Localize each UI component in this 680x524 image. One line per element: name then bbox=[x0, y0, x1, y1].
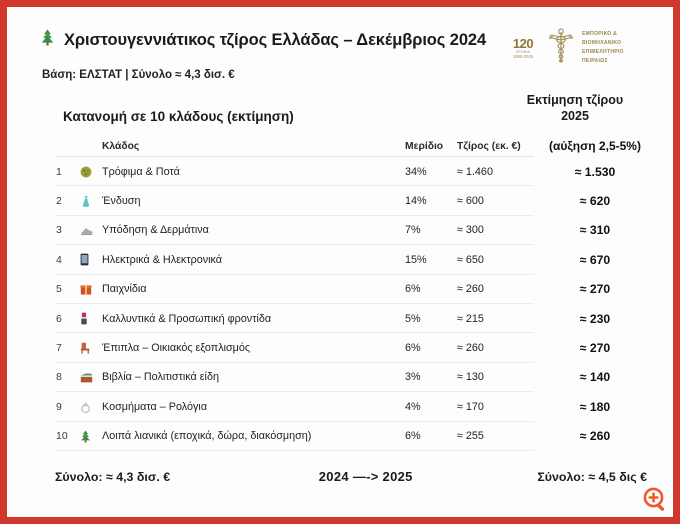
table-row[interactable] bbox=[55, 333, 655, 362]
christmas-tree-icon bbox=[40, 29, 55, 51]
chamber-name bbox=[582, 30, 661, 66]
row-sector: Καλλυντικά & Προσωπική φροντίδα bbox=[102, 312, 272, 325]
chamber-name-line-1: ΕΜΠΟΡΙΚΟ & bbox=[582, 31, 618, 38]
row-sector: Βιβλία – Πολιτιστικά είδη bbox=[102, 371, 219, 384]
header-estimate: (αύξηση 2,5-5%) bbox=[549, 139, 641, 153]
row-estimate: ≈ 270 bbox=[579, 282, 611, 297]
row-estimate: ≈ 230 bbox=[579, 311, 611, 326]
table-row[interactable] bbox=[55, 245, 655, 274]
header-sector: Κλάδος bbox=[102, 140, 140, 152]
anniversary-years: 1905-2025 bbox=[512, 53, 534, 59]
books-icon bbox=[80, 372, 100, 383]
row-turnover: ≈ 260 bbox=[457, 283, 484, 296]
row-turnover: ≈ 600 bbox=[457, 195, 484, 208]
sectors-table bbox=[55, 135, 655, 451]
shoe-icon bbox=[80, 225, 100, 236]
page-title bbox=[40, 29, 486, 51]
table-row[interactable] bbox=[55, 422, 655, 451]
row-estimate: ≈ 270 bbox=[579, 341, 611, 356]
row-share: 6% bbox=[405, 342, 421, 355]
row-turnover: ≈ 1.460 bbox=[457, 165, 493, 178]
cookie-icon bbox=[80, 166, 100, 178]
dress-icon bbox=[80, 195, 100, 208]
row-rank: 9 bbox=[56, 400, 62, 413]
total-2024: Σύνολο: ≈ 4,3 δισ. € bbox=[55, 470, 171, 484]
table-header-row bbox=[55, 135, 655, 157]
row-rank: 5 bbox=[56, 283, 62, 296]
row-rank: 3 bbox=[56, 224, 62, 237]
row-estimate: ≈ 1.530 bbox=[574, 164, 616, 179]
row-turnover: ≈ 650 bbox=[457, 253, 484, 266]
chamber-logo bbox=[506, 23, 661, 73]
row-estimate: ≈ 310 bbox=[579, 223, 611, 238]
row-rank: 6 bbox=[56, 312, 62, 325]
row-turnover: ≈ 255 bbox=[457, 430, 484, 443]
table-row[interactable] bbox=[55, 304, 655, 333]
mobile-icon bbox=[80, 253, 100, 266]
table-row[interactable] bbox=[55, 216, 655, 245]
row-sector: Λοιπά λιανικά (εποχικά, δώρα, διακόσμηση) bbox=[102, 430, 312, 443]
row-turnover: ≈ 300 bbox=[457, 224, 484, 237]
anniversary-number: 120 bbox=[512, 36, 534, 52]
row-share: 34% bbox=[405, 165, 427, 178]
table-row[interactable] bbox=[55, 363, 655, 392]
row-rank: 2 bbox=[56, 195, 62, 208]
row-rank: 8 bbox=[56, 371, 62, 384]
gift-icon bbox=[80, 283, 100, 295]
row-rank: 7 bbox=[56, 342, 62, 355]
row-rank: 4 bbox=[56, 253, 62, 266]
chamber-name-line-4: ΠΕΙΡΑΙΩΣ bbox=[582, 57, 608, 64]
row-share: 4% bbox=[405, 400, 421, 413]
row-turnover: ≈ 170 bbox=[457, 400, 484, 413]
row-sector: Ένδυση bbox=[102, 195, 141, 208]
header-turnover: Τζίρος (εκ. €) bbox=[457, 140, 521, 152]
row-share: 15% bbox=[405, 253, 427, 266]
year-transition: 2024 —-> 2025 bbox=[318, 469, 413, 484]
ring-icon bbox=[80, 401, 100, 413]
zoom-in-icon[interactable] bbox=[641, 485, 671, 515]
row-turnover: ≈ 130 bbox=[457, 371, 484, 384]
table-row[interactable] bbox=[55, 186, 655, 215]
forecast-heading-line-2: 2025 bbox=[561, 108, 589, 123]
row-share: 5% bbox=[405, 312, 421, 325]
row-separator bbox=[55, 450, 534, 451]
row-share: 3% bbox=[405, 371, 421, 384]
row-sector: Κοσμήματα – Ρολόγια bbox=[102, 400, 208, 413]
page-title-text: Χριστουγεννιάτικος τζίρος Ελλάδας – Δεκέμβριος 2024 bbox=[64, 30, 487, 49]
chair-icon bbox=[80, 342, 100, 354]
table-row[interactable] bbox=[55, 157, 655, 186]
row-estimate: ≈ 260 bbox=[579, 429, 611, 444]
page-subtitle: Βάση: ΕΛΣΤΑΤ | Σύνολο ≈ 4,3 δισ. € bbox=[42, 69, 235, 81]
row-estimate: ≈ 140 bbox=[579, 370, 611, 385]
footer-totals bbox=[55, 469, 655, 484]
row-sector: Υπόδηση & Δερμάτινα bbox=[102, 224, 209, 237]
row-share: 6% bbox=[405, 430, 421, 443]
row-rank: 1 bbox=[56, 165, 62, 178]
chamber-name-line-2: ΒΙΟΜΗΧΑΝΙΚΟ bbox=[582, 40, 622, 47]
row-estimate: ≈ 180 bbox=[579, 399, 611, 414]
row-share: 6% bbox=[405, 283, 421, 296]
row-rank: 10 bbox=[56, 430, 68, 443]
row-sector: Παιχνίδια bbox=[102, 283, 147, 296]
section-heading: Κατανομή σε 10 κλάδους (εκτίμηση) bbox=[63, 109, 294, 124]
chamber-name-line-3: ΕΠΙΜΕΛΗΤΗΡΙΟ bbox=[582, 49, 624, 55]
caduceus-emblem-icon bbox=[544, 26, 578, 71]
infographic-sheet bbox=[7, 7, 673, 517]
table-row[interactable] bbox=[55, 392, 655, 421]
anniversary-label: ΧΡΟΝΙΑ bbox=[515, 50, 531, 55]
row-share: 14% bbox=[405, 195, 427, 208]
lipstick-icon bbox=[80, 312, 100, 325]
forecast-column-heading bbox=[505, 93, 645, 124]
row-turnover: ≈ 215 bbox=[457, 312, 484, 325]
row-sector: Έπιπλα – Οικιακός εξοπλισμός bbox=[102, 342, 251, 355]
row-estimate: ≈ 670 bbox=[579, 252, 611, 267]
header-share: Μερίδιο bbox=[405, 140, 444, 152]
forecast-heading-line-1: Εκτίμηση τζίρου bbox=[526, 93, 624, 107]
pine-tree-icon bbox=[80, 430, 100, 443]
row-sector: Τρόφιμα & Ποτά bbox=[102, 165, 180, 178]
row-sector: Ηλεκτρικά & Ηλεκτρονικά bbox=[102, 253, 223, 266]
row-turnover: ≈ 260 bbox=[457, 342, 484, 355]
row-share: 7% bbox=[405, 224, 421, 237]
anniversary-mark bbox=[506, 37, 540, 59]
row-estimate: ≈ 620 bbox=[579, 194, 611, 209]
total-2025: Σύνολο: ≈ 4,5 δις € bbox=[537, 470, 647, 484]
table-row[interactable] bbox=[55, 275, 655, 304]
